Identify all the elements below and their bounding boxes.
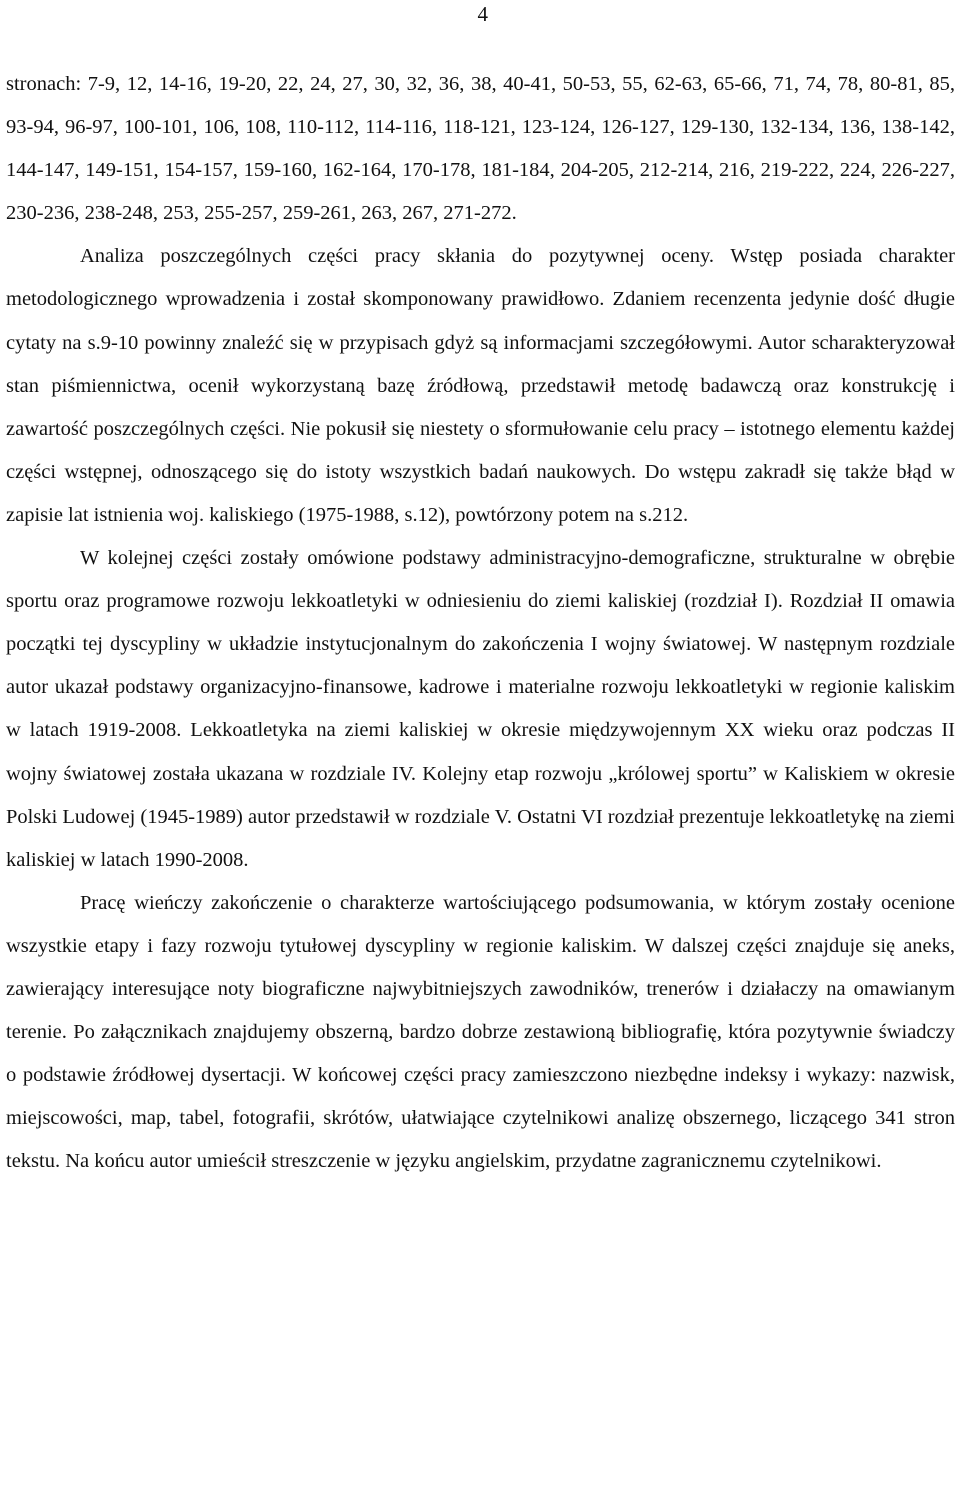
paragraph-introduction-assessment: Analiza poszczególnych części pracy skłania do pozytywnej oceny. Wstęp posiada charakter metodologicznego wprowadzenia i został skomponowany prawidłowo. Zdaniem recenzenta jedynie dość długie cytaty na s.9-10 powinny znaleźć się w przypisach gdyż są informacjami szczegółowymi. Autor scharakteryzował stan piśmiennictwa, ocenił wykorzystaną bazę źródłową, przedstawił metodę badawczą oraz konstrukcję i zawartość poszczególnych części. Nie pokusił się niestety o sformułowanie celu pracy – istotnego elementu każdej części wstępnej, odnoszącego się do istoty wszystkich badań naukowych. Do wstępu zakradł się także błąd w zapisie lat istnienia woj. kaliskiego (1975-1988, s.12), powtórzony potem na s.212. <box>6 245 955 526</box>
page-number: 4 <box>477 2 488 26</box>
paragraph-chapters-overview: W kolejnej części zostały omówione podstawy administracyjno-demograficzne, strukturalne w obrębie sportu oraz programowe rozwoju lekkoatletyki w odniesieniu do ziemi kaliskiej (rozdział I). Rozdział II omawia początki tej dyscypliny w układzie instytucjonalnym do zakończenia I wojny światowej. W następnym rozdziale autor ukazał podstawy organizacyjno-finansowe, kadrowe i materialne rozwoju lekkoatletyki w regionie kaliskim w latach 1919-2008. Lekkoatletyka na ziemi kaliskiej w okresie międzywojennym XX wieku oraz podczas II wojny światowej została ukazana w rozdziale IV. Kolejny etap rozwoju „królowej sportu” w Kaliskiem w okresie Polski Ludowej (1945-1989) autor przedstawił w rozdziale V. Ostatni VI rozdział prezentuje lekkoatletykę na ziemi kaliskiej w latach 1990-2008. <box>6 547 955 871</box>
paragraph-page-references: stronach: 7-9, 12, 14-16, 19-20, 22, 24, 27, 30, 32, 36, 38, 40-41, 50-53, 55, 62-63, 65-66, 71, 74, 78, 80-81, 85, 93-94, 96-97, 100-101, 106, 108, 110-112, 114-116, 118-121, 123-124, 126-127, 129-130, 132-134, 136, 138-142, 144-147, 149-151, 154-157, 159-160, 162-164, 170-178, 181-184, 204-205, 212-214, 216, 219-222, 224, 226-227, 230-236, 238-248, 253, 255-257, 259-261, 263, 267, 271-272. <box>6 73 955 225</box>
paragraph-conclusion-appendix: Pracę wieńczy zakończenie o charakterze wartościującego podsumowania, w którym zostały ocenione wszystkie etapy i fazy rozwoju tytułowej dyscypliny w regionie kaliskim. W dalszej części znajduje się aneks, zawierający interesujące noty biograficzne najwybitniejszych zawodników, trenerów i działaczy na omawianym terenie. Po załącznikach znajdujemy obszerną, bardzo dobrze zestawioną bibliografię, która pozytywnie świadczy o podstawie źródłowej dysertacji. W końcowej części pracy zamieszczono niezbędne indeksy i wykazy: nazwisk, miejscowości, map, tabel, fotografii, skrótów, ułatwiające czytelnikowi analizę obszernego, liczącego 341 stron tekstu. Na końcu autor umieścił streszczenie w języku angielskim, przydatne zagranicznemu czytelnikowi. <box>6 891 955 1173</box>
document-body <box>6 63 955 1183</box>
